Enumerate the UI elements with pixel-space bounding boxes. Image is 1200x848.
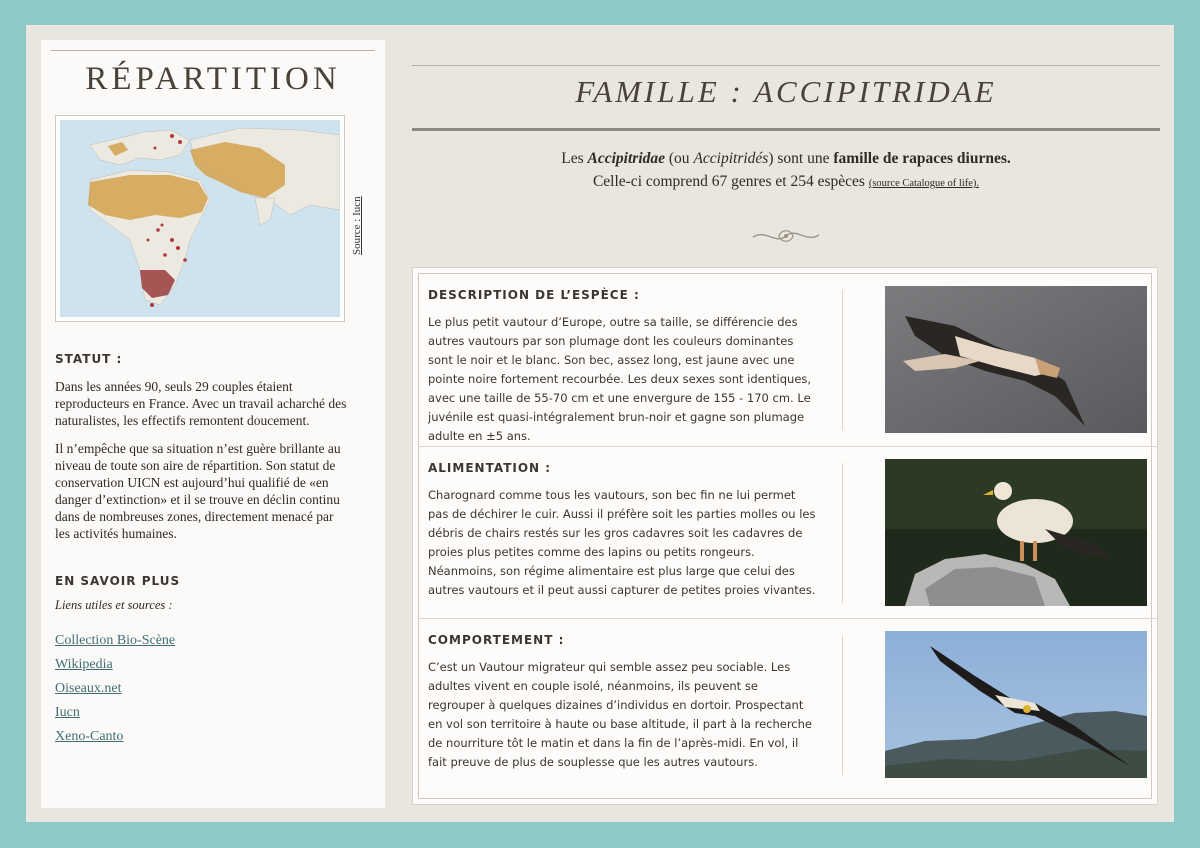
list-item <box>55 653 375 677</box>
range-map <box>55 115 345 322</box>
intro-part: (ou <box>665 150 694 167</box>
species-card-inner <box>418 273 1152 799</box>
section-text <box>428 633 818 772</box>
intro-part: ) sont une <box>768 150 834 167</box>
statut-heading: STATUT : <box>55 352 123 366</box>
section-heading: COMPORTEMENT : <box>428 633 565 647</box>
statut-paragraph-2: Il n’empêche que sa situation n’est guère brillante au niveau de toute son aire de répartition. Son statut de conservation UICN est aujourd’hui qualifié de «en danger d’extinction» et il se trouve en déclin continu dans de nombreuses zones, directement menacé par les activités humaines. <box>55 441 341 541</box>
intro-highlight: famille de rapaces diurnes. <box>833 150 1011 167</box>
section-body: Charognard comme tous les vautours, son bec fin ne lui permet pas de déchirer le cuir. Aussi il préfère soit les parties molles ou les débris de chairs restés sur les gros cadavres soit les cadavres de proies plus petites comme des lapins ou petits rongeurs. Néanmoins, son régime alimentaire est plus large que celui des autres vautours et il peut aussi capturer de petites proies vivantes. <box>428 488 816 597</box>
section-description <box>419 274 1157 446</box>
repartition-title: RÉPARTITION <box>85 61 341 97</box>
vulture-sky-image <box>885 631 1147 778</box>
vulture-sky-photo <box>885 631 1147 778</box>
main-content <box>412 65 1160 769</box>
page-frame <box>26 25 1174 822</box>
vulture-flight-image <box>885 286 1147 433</box>
links-list <box>55 629 375 749</box>
divider <box>412 128 1160 131</box>
intro-family-fr: Accipitridés <box>693 150 769 167</box>
map-source-link[interactable]: Source : Iucn <box>351 196 363 255</box>
list-item <box>55 677 375 701</box>
section-body: Le plus petit vautour d’Europe, outre sa taille, se différencie des autres vautours par son plumage dont les couleurs dominantes sont le noir et le blanc. Son bec, assez long, est jaune avec une pointe noire fortement recourbée. Les deux sexes sont identiques, avec une taille de 55-70 cm et une envergure de 155 - 170 cm. Le juvénile est quasi-intégralement brun-noir et gagne son plumage adulte en ±5 ans. <box>428 315 812 443</box>
link-oiseaux[interactable]: Oiseaux.net <box>55 681 122 696</box>
links-subtitle: Liens utiles et sources : <box>55 598 173 612</box>
left-panel <box>41 40 385 808</box>
intro-text <box>412 147 1160 195</box>
range-map-block <box>55 115 363 322</box>
range-map-image <box>60 120 340 317</box>
link-wikipedia[interactable]: Wikipedia <box>55 657 113 672</box>
section-comportement <box>419 618 1157 790</box>
statut-paragraph-1: Dans les années 90, seuls 29 couples étaient reproducteurs en France. Avec un travail acharché des naturalistes, les effectifs remontent doucement. <box>55 379 347 428</box>
catalogue-source-link[interactable]: (source Catalogue of life). <box>868 178 980 189</box>
vulture-rock-image <box>885 459 1147 606</box>
section-alimentation <box>419 446 1157 618</box>
section-text <box>428 288 818 446</box>
section-heading: DESCRIPTION DE L’ESPÈCE : <box>428 288 640 302</box>
divider <box>842 635 843 775</box>
intro-line-2: Celle-ci comprend 67 genres et 254 espèces <box>592 173 869 190</box>
vulture-rock-photo <box>885 459 1147 606</box>
link-xeno-canto[interactable]: Xeno-Canto <box>55 729 124 744</box>
intro-part: Les <box>561 150 588 167</box>
link-bio-scene[interactable]: Collection Bio-Scène <box>55 633 176 648</box>
section-text <box>428 461 818 600</box>
divider <box>842 290 843 430</box>
divider <box>51 50 375 51</box>
list-item <box>55 725 375 749</box>
vulture-flight-photo <box>885 286 1147 433</box>
family-title: FAMILLE : ACCIPITRIDAE <box>575 74 997 109</box>
section-body: C’est un Vautour migrateur qui semble assez peu sociable. Les adultes vivent en couple isolé, néanmoins, ils peuvent se regrouper à quelques dizaines d’individus en dortoir. Prospectant en vol son territoire à haute ou base altitude, il part à la recherche de nourriture tôt le matin et dans la fin de l’après-midi. En vol, il fait preuve de plus de souplesse que les autres vautours. <box>428 660 812 769</box>
list-item <box>55 701 375 725</box>
more-heading: EN SAVOIR PLUS <box>55 574 181 588</box>
flourish-ornament <box>751 223 821 249</box>
link-iucn[interactable]: Iucn <box>55 705 80 720</box>
section-heading: ALIMENTATION : <box>428 461 552 475</box>
list-item <box>55 629 375 653</box>
species-card <box>412 267 1158 805</box>
divider <box>842 463 843 603</box>
intro-family: Accipitridae <box>587 150 666 167</box>
